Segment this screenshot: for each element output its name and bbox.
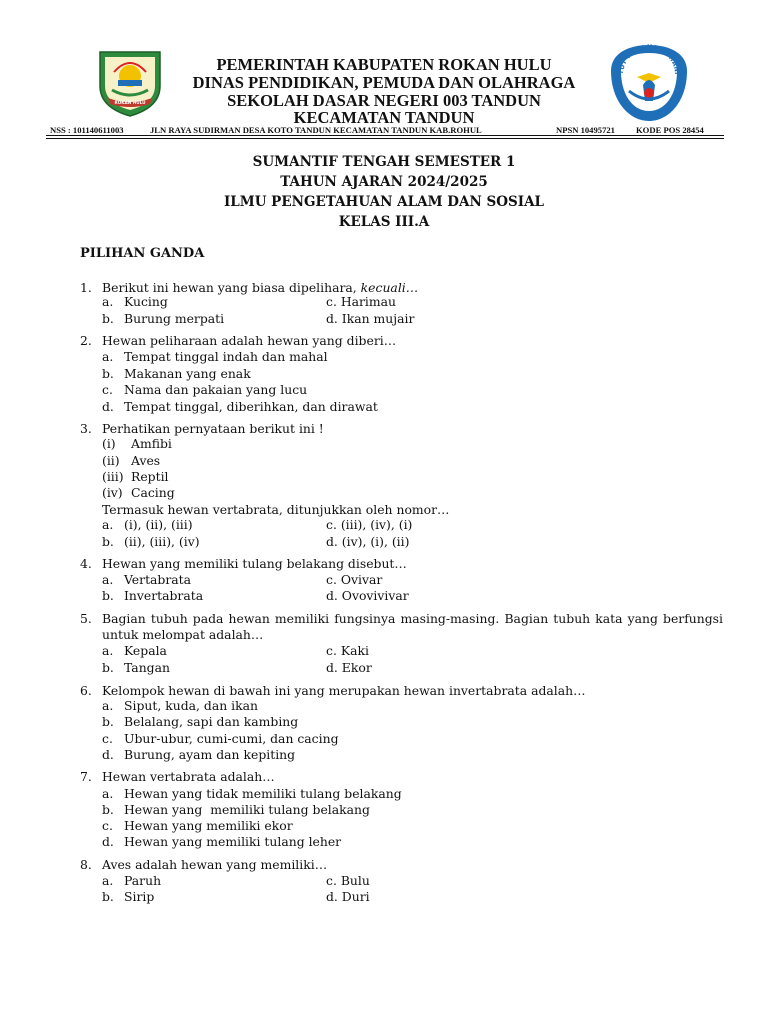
option-text: Ubur-ubur, cumi-cumi, dan cacing <box>124 731 339 746</box>
option-text: Hewan yang tidak memiliki tulang belakang <box>124 786 402 801</box>
option-label: b. <box>102 802 114 817</box>
question-8-number: 8. <box>80 857 92 872</box>
address-text: JLN RAYA SUDIRMAN DESA KOTO TANDUN KECAMATAN TANDUN KAB.ROHUL <box>150 125 482 135</box>
question-5-stem: Bagian tubuh pada hewan memiliki fungsinya masing-masing. Bagian tubuh kata yang berfungsi <box>102 611 723 626</box>
option-label: b. <box>102 660 114 675</box>
statement-label: (iii) <box>102 469 124 484</box>
option-text: d. Duri <box>326 889 370 904</box>
option-text: Kucing <box>124 294 168 309</box>
option-text: Kepala <box>124 643 167 658</box>
option-text: (ii), (iii), (iv) <box>124 534 200 549</box>
header-line-1: PEMERINTAH KABUPATEN ROKAN HULU <box>216 55 552 74</box>
question-5-number: 5. <box>80 611 92 626</box>
npsn-text: NPSN 10495721 <box>556 125 615 135</box>
option-text: Hewan yang memiliki tulang leher <box>124 834 342 849</box>
option-label: c. <box>102 731 113 746</box>
question-3-number: 3. <box>80 421 92 436</box>
option-label: b. <box>102 366 114 381</box>
question-3-stem: Perhatikan pernyataan berikut ini ! <box>102 421 324 436</box>
question-1-number: 1. <box>80 280 92 295</box>
option-text: Paruh <box>124 873 162 888</box>
option-label: d. <box>102 834 114 849</box>
question-6-number: 6. <box>80 683 92 698</box>
option-text: d. (iv), (i), (ii) <box>326 534 410 549</box>
question-2-stem: Hewan peliharaan adalah hewan yang diberi… <box>102 333 397 348</box>
statement-label: (iv) <box>102 485 123 500</box>
option-text: (i), (ii), (iii) <box>124 517 193 532</box>
option-text: Makanan yang enak <box>124 366 251 381</box>
exam-title: SUMANTIF TENGAH SEMESTER 1 <box>252 154 516 170</box>
question-4-number: 4. <box>80 556 92 571</box>
statement-text: Reptil <box>131 469 169 484</box>
option-text: Hewan yang memiliki ekor <box>124 818 293 833</box>
question-8-stem: Aves adalah hewan yang memiliki… <box>102 857 328 872</box>
option-text: c. Kaki <box>326 643 369 658</box>
subject-title: ILMU PENGETAHUAN ALAM DAN SOSIAL <box>223 194 545 210</box>
option-label: a. <box>102 294 114 309</box>
header-rule-thin <box>46 138 724 139</box>
option-label: a. <box>102 873 114 888</box>
option-text: Invertabrata <box>124 588 204 603</box>
option-text: Siput, kuda, dan ikan <box>124 698 258 713</box>
question-5-stem-2: untuk melompat adalah… <box>102 627 264 642</box>
option-text: d. Ovovivivar <box>326 588 409 603</box>
statement-text: Aves <box>131 453 161 468</box>
option-text: c. Bulu <box>326 873 370 888</box>
header-rule-thick <box>46 135 724 136</box>
tut-wuri-handayani-logo <box>607 41 691 125</box>
logo-motto: TUT WURI HANDAYANI <box>616 42 682 75</box>
question-7-number: 7. <box>80 769 92 784</box>
option-text: c. Ovivar <box>326 572 383 587</box>
option-text: Nama dan pakaian yang lucu <box>124 382 308 397</box>
option-text: Tempat tinggal, diberihkan, dan dirawat <box>124 399 378 414</box>
statement-label: (i) <box>102 436 116 451</box>
question-3-stem-2: Termasuk hewan vertabrata, ditunjukkan oleh nomor… <box>102 502 450 517</box>
question-1-text: Berikut ini hewan yang biasa dipelihara, <box>102 280 357 295</box>
section-heading: PILIHAN GANDA <box>80 246 205 261</box>
option-label: d. <box>102 747 114 762</box>
option-text: c. (iii), (iv), (i) <box>326 517 413 532</box>
option-label: b. <box>102 588 114 603</box>
statement-label: (ii) <box>102 453 120 468</box>
statement-text: Amfibi <box>131 436 172 451</box>
option-text: Belalang, sapi dan kambing <box>124 714 299 729</box>
header-line-2: DINAS PENDIDIKAN, PEMUDA DAN OLAHRAGA <box>192 73 576 92</box>
header-line-3: SEKOLAH DASAR NEGERI 003 TANDUN <box>227 91 541 110</box>
option-text: Burung, ayam dan kepiting <box>124 747 296 762</box>
option-text: d. Ekor <box>326 660 372 675</box>
postal-code-text: KODE POS 28454 <box>636 125 704 135</box>
nss-text: NSS : 101140611003 <box>50 125 124 135</box>
option-text: c. Harimau <box>326 294 397 309</box>
option-text: Tempat tinggal indah dan mahal <box>124 349 328 364</box>
question-6-stem: Kelompok hewan di bawah ini yang merupakan hewan invertabrata adalah… <box>102 683 586 698</box>
option-text: Sirip <box>124 889 155 904</box>
option-text: Hewan yang memiliki tulang belakang <box>124 802 370 817</box>
option-label: a. <box>102 572 114 587</box>
option-label: a. <box>102 517 114 532</box>
emblem-caption: ROKAN HULU <box>114 100 146 105</box>
option-label: a. <box>102 698 114 713</box>
option-label: a. <box>102 786 114 801</box>
option-text: Vertabrata <box>124 572 192 587</box>
option-text: Tangan <box>124 660 170 675</box>
option-text: Burung merpati <box>124 311 225 326</box>
option-label: c. <box>102 818 113 833</box>
question-4-stem: Hewan yang memiliki tulang belakang disebut… <box>102 556 407 571</box>
class-title: KELAS III.A <box>338 214 430 230</box>
option-label: a. <box>102 349 114 364</box>
header-line-4: KECAMATAN TANDUN <box>293 108 475 127</box>
question-2-number: 2. <box>80 333 92 348</box>
option-label: d. <box>102 399 114 414</box>
option-label: c. <box>102 382 113 397</box>
question-1-emphasis: kecuali… <box>360 280 419 295</box>
option-label: b. <box>102 714 114 729</box>
academic-year: TAHUN AJARAN 2024/2025 <box>280 174 488 190</box>
question-7-stem: Hewan vertabrata adalah… <box>102 769 275 784</box>
statement-text: Cacing <box>131 485 175 500</box>
option-label: b. <box>102 311 114 326</box>
option-label: b. <box>102 889 114 904</box>
option-text: d. Ikan mujair <box>326 311 415 326</box>
option-label: a. <box>102 643 114 658</box>
option-label: b. <box>102 534 114 549</box>
